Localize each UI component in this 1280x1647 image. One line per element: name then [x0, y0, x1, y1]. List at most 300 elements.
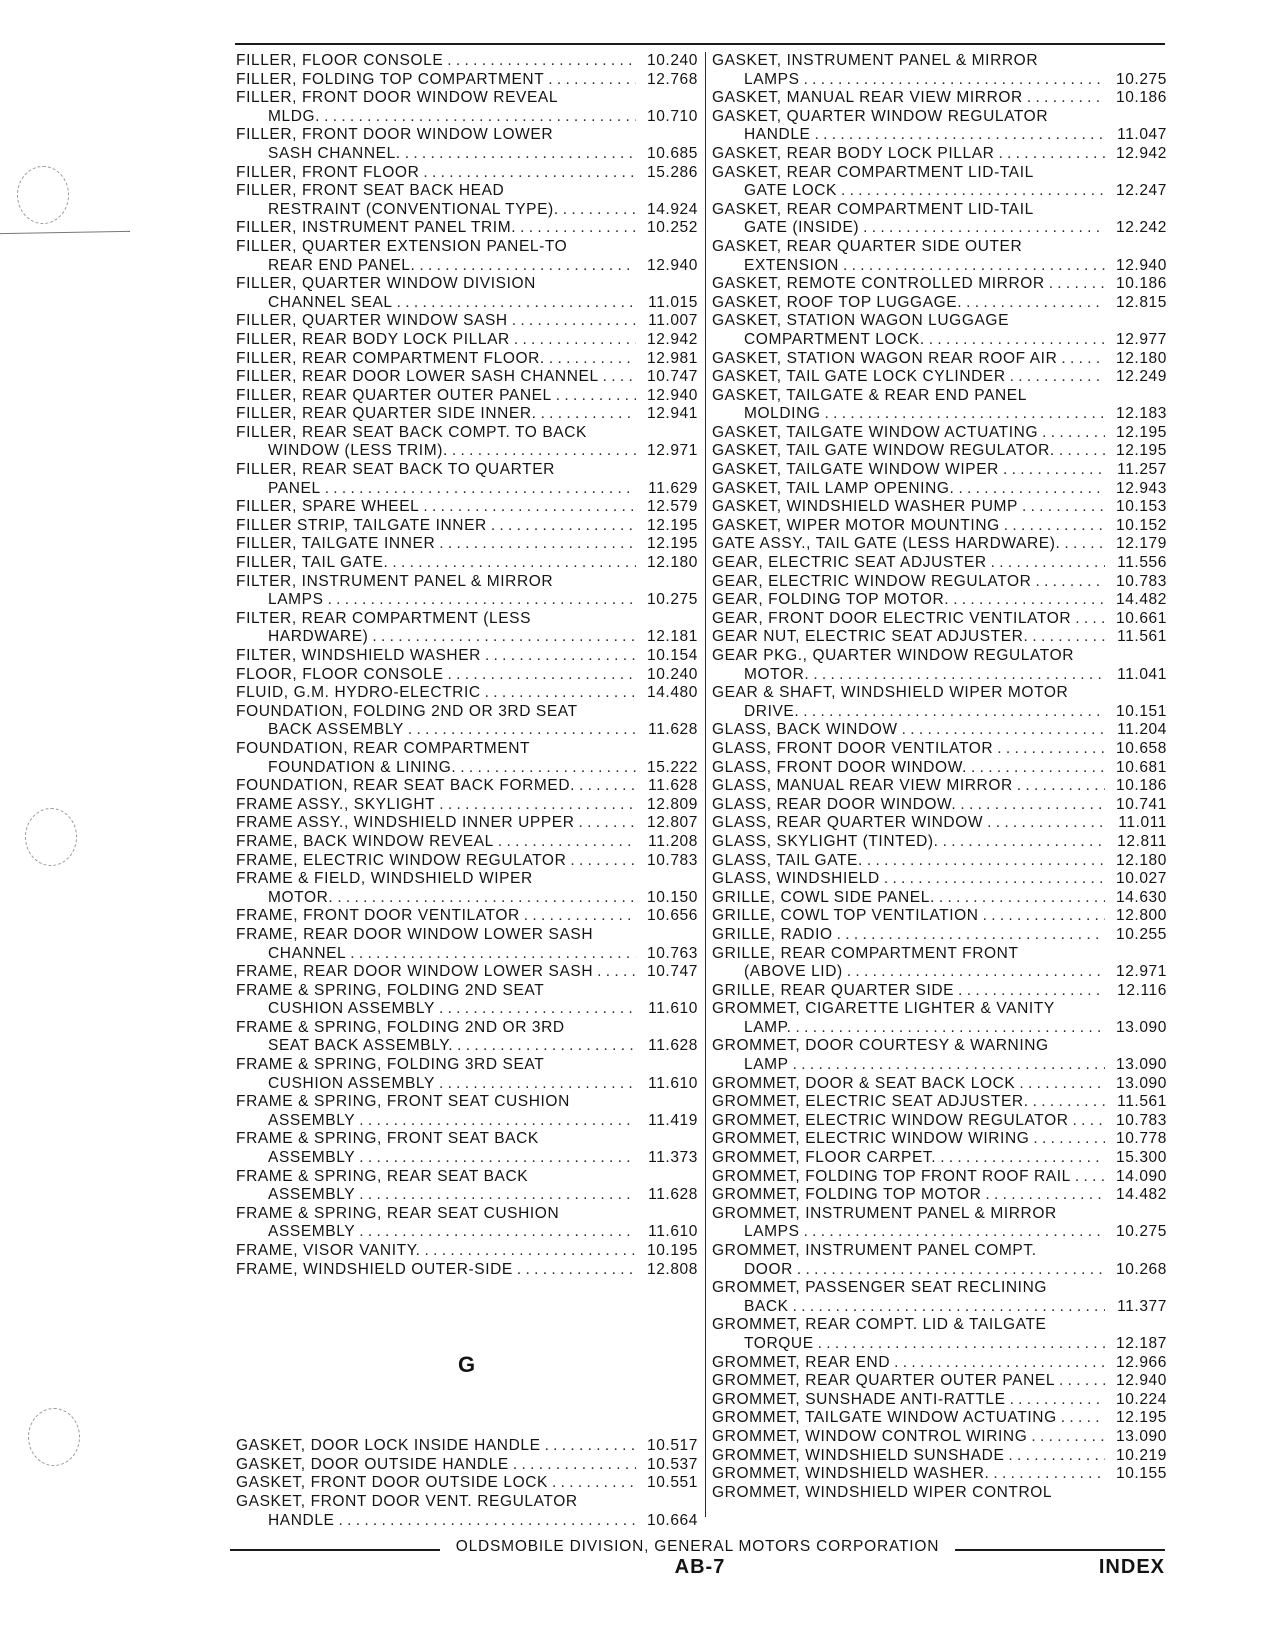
index-entry: [712, 1428, 1167, 1447]
index-entry: [712, 554, 1167, 573]
entry-page-ref: 10.537: [646, 1455, 698, 1473]
entry-page-ref: 11.610: [648, 1074, 698, 1092]
dot-leader: [810, 126, 1105, 145]
entry-text: GATE LOCK: [744, 182, 837, 200]
column-divider: [705, 52, 706, 1517]
entry-text: COMPARTMENT LOCK.: [744, 330, 925, 348]
index-entry: [236, 1093, 698, 1112]
entry-text: FOUNDATION & LINING.: [268, 758, 457, 776]
binder-hole: [25, 808, 77, 866]
entry-text: FILLER, REAR QUARTER OUTER PANEL: [236, 386, 552, 404]
entry-text: GASKET, FRONT DOOR OUTSIDE LOCK: [236, 1474, 548, 1492]
index-entry: [712, 721, 1167, 740]
entry-page-ref: 10.741: [1115, 795, 1167, 813]
index-entry: [712, 201, 1167, 220]
dot-leader: [1029, 1130, 1105, 1149]
entry-page-ref: 12.195: [1115, 1409, 1167, 1427]
entry-text: FRAME & SPRING, REAR SEAT CUSHION: [236, 1204, 560, 1222]
index-entry: [712, 945, 1167, 964]
entry-text: (ABOVE LID): [744, 963, 843, 981]
entry-page-ref: 10.710: [646, 107, 698, 125]
dot-leader: [575, 777, 636, 796]
entry-page-ref: 10.240: [646, 665, 698, 683]
dot-leader: [814, 1335, 1105, 1354]
index-entry: [712, 164, 1167, 183]
entry-page-ref: 11.610: [648, 1000, 698, 1018]
entry-list-g: [236, 1437, 698, 1530]
dot-leader: [435, 796, 636, 815]
index-entry: [236, 573, 698, 592]
index-entry: [712, 145, 1167, 164]
index-entry: [236, 963, 698, 982]
entry-text: GASKET, WINDSHIELD WASHER PUMP: [712, 498, 1018, 516]
entry-list-f: [236, 52, 698, 1279]
dot-leader: [863, 852, 1105, 871]
entry-text: FRAME, BACK WINDOW REVEAL: [236, 832, 494, 850]
dot-leader: [949, 591, 1105, 610]
entry-text: FILLER, TAILGATE INNER: [236, 535, 436, 553]
dot-leader: [566, 852, 636, 871]
dot-leader: [800, 71, 1105, 90]
index-entry: [712, 294, 1167, 313]
dot-leader: [435, 535, 636, 554]
dot-leader: [809, 666, 1105, 685]
dot-leader: [404, 721, 636, 740]
entry-page-ref: 11.208: [648, 832, 698, 850]
dot-leader: [541, 1437, 636, 1456]
entry-page-ref: 12.807: [646, 814, 698, 832]
index-entry: [236, 814, 698, 833]
section-label: INDEX: [1098, 1556, 1165, 1578]
dot-leader: [355, 1186, 636, 1205]
index-entry: [236, 52, 698, 71]
entry-text: FILLER, QUARTER WINDOW SASH: [236, 312, 508, 330]
dot-leader: [559, 201, 636, 220]
entry-page-ref: 11.629: [648, 479, 698, 497]
dot-leader: [1028, 628, 1105, 647]
entry-page-ref: 11.610: [648, 1223, 698, 1241]
index-entry: [236, 1223, 698, 1242]
dot-leader: [333, 889, 636, 908]
entry-text: LAMP.: [744, 1018, 792, 1036]
entry-text: FRAME, ELECTRIC WINDOW REGULATOR: [236, 851, 567, 869]
entry-page-ref: 12.811: [1117, 832, 1167, 850]
entry-page-ref: 11.373: [648, 1149, 698, 1167]
entry-text: GROMMET, ELECTRIC SEAT ADJUSTER.: [712, 1093, 1029, 1111]
entry-page-ref: 10.150: [646, 888, 698, 906]
dot-leader: [419, 498, 636, 517]
entry-text: FILLER, REAR SEAT BACK TO QUARTER: [236, 461, 555, 479]
entry-text: BACK: [744, 1297, 789, 1315]
dot-leader: [575, 814, 636, 833]
dot-leader: [508, 312, 636, 331]
dot-leader: [419, 164, 636, 183]
index-entry: [236, 703, 698, 722]
entry-text: FRAME, VISOR VANITY.: [236, 1242, 421, 1259]
entry-text: GASKET, QUARTER WINDOW REGULATOR: [712, 107, 1049, 125]
entry-page-ref: 13.090: [1115, 1018, 1167, 1036]
index-entry: [712, 926, 1167, 945]
entry-text: GASKET, TAIL GATE LOCK CYLINDER: [712, 368, 1006, 386]
top-rule: [235, 43, 1165, 45]
entry-page-ref: 12.181: [646, 628, 698, 646]
dot-leader: [859, 219, 1105, 238]
entry-text: PANEL: [268, 479, 321, 497]
entry-text: GASKET, REMOTE CONTROLLED MIRROR: [712, 275, 1045, 293]
index-entry: [712, 350, 1167, 369]
entry-page-ref: 14.630: [1115, 888, 1167, 906]
entry-text: HANDLE: [268, 1511, 335, 1529]
entry-page-ref: 12.180: [646, 554, 698, 572]
entry-text: GEAR, FOLDING TOP MOTOR.: [712, 591, 950, 609]
dot-leader: [456, 759, 636, 778]
entry-text: GASKET, WIPER MOTOR MOUNTING: [712, 516, 1000, 534]
index-entry: [712, 573, 1167, 592]
dot-leader: [1000, 517, 1105, 536]
index-entry: [236, 1019, 698, 1038]
entry-page-ref: 11.628: [648, 721, 698, 739]
entry-page-ref: 12.187: [1115, 1334, 1167, 1352]
dot-leader: [513, 1261, 636, 1280]
index-entry: [712, 52, 1167, 71]
index-entry: [712, 852, 1167, 871]
entry-page-ref: 11.628: [648, 1186, 698, 1204]
entry-page-ref: 12.815: [1115, 293, 1167, 311]
dot-leader: [355, 1112, 636, 1131]
index-entry: [236, 1149, 698, 1168]
footer-rule: [955, 1549, 1165, 1551]
entry-text: FRAME, WINDSHIELD OUTER-SIDE: [236, 1260, 513, 1278]
entry-page-ref: 12.940: [1115, 256, 1167, 274]
entry-text: FILLER STRIP, TAILGATE INNER: [236, 516, 487, 534]
entry-text: FRAME ASSY., WINDSHIELD INNER UPPER: [236, 814, 575, 832]
dot-leader: [979, 907, 1105, 926]
entry-text: MOTOR.: [744, 665, 810, 683]
index-entry: [712, 71, 1167, 90]
entry-text: GRILLE, REAR COMPARTMENT FRONT: [712, 944, 1019, 962]
index-entry: [236, 1000, 698, 1019]
entry-text: GEAR, FRONT DOOR ELECTRIC VENTILATOR: [712, 609, 1072, 627]
entry-text: FILLER, TAIL GATE.: [236, 554, 389, 572]
dot-leader: [843, 963, 1105, 982]
index-entry: [236, 945, 698, 964]
footer-publisher: OLDSMOBILE DIVISION, GENERAL MOTORS CORPORATION: [455, 1538, 940, 1555]
index-entry: [712, 889, 1167, 908]
index-entry: [712, 666, 1167, 685]
dot-leader: [544, 71, 636, 90]
entry-text: GASKET, TAILGATE & REAR END PANEL: [712, 386, 1027, 404]
entry-text: GASKET, STATION WAGON LUGGAGE: [712, 312, 1010, 330]
index-entry: [236, 870, 698, 889]
dot-leader: [833, 926, 1105, 945]
index-entry: [712, 535, 1167, 554]
dot-leader: [487, 517, 636, 536]
entry-page-ref: 12.195: [1115, 442, 1167, 460]
entry-text: LAMPS: [268, 591, 324, 609]
entry-text: GASKET, REAR COMPARTMENT LID-TAIL: [712, 200, 1034, 218]
index-entry: [712, 387, 1167, 406]
dot-leader: [388, 554, 636, 573]
index-entry: [712, 1447, 1167, 1466]
dot-leader: [890, 1354, 1105, 1373]
dot-leader: [1045, 275, 1105, 294]
dot-leader: [954, 982, 1105, 1001]
entry-text: FILLER, FRONT FLOOR: [236, 163, 420, 181]
dot-leader: [989, 1465, 1105, 1484]
entry-page-ref: 13.090: [1115, 1427, 1167, 1445]
dot-leader: [1018, 498, 1105, 517]
index-entry: [712, 89, 1167, 108]
entry-page-ref: 10.268: [1115, 1260, 1167, 1278]
index-entry: [712, 814, 1167, 833]
dot-leader: [494, 833, 636, 852]
index-entry: [236, 740, 698, 759]
dot-leader: [837, 182, 1105, 201]
entry-page-ref: 10.027: [1115, 870, 1167, 888]
index-entry: [712, 182, 1167, 201]
index-entry: [236, 498, 698, 517]
entry-page-ref: 12.195: [1115, 423, 1167, 441]
entry-text: FILLER, REAR SEAT BACK COMPT. TO BACK: [236, 423, 587, 441]
entry-text: GEAR, ELECTRIC SEAT ADJUSTER: [712, 554, 987, 572]
dot-leader: [1071, 1168, 1105, 1187]
dot-leader: [355, 1149, 636, 1168]
entry-text: GROMMET, TAILGATE WINDOW ACTUATING: [712, 1409, 1057, 1427]
dot-leader: [593, 963, 636, 982]
entry-text: GEAR & SHAFT, WINDSHIELD WIPER MOTOR: [712, 684, 1069, 702]
dot-leader: [510, 331, 636, 350]
index-entry: [236, 610, 698, 629]
entry-page-ref: 12.116: [1117, 981, 1167, 999]
dot-leader: [1057, 350, 1105, 369]
index-entry: [712, 1205, 1167, 1224]
entry-page-ref: 15.286: [646, 163, 698, 181]
index-entry: [712, 982, 1167, 1001]
dot-leader: [1015, 1075, 1105, 1094]
dot-leader: [793, 1261, 1105, 1280]
entry-text: ASSEMBLY: [268, 1186, 356, 1204]
index-entry: [712, 1037, 1167, 1056]
dot-leader: [481, 647, 636, 666]
entry-text: FILLER, REAR DOOR LOWER SASH CHANNEL: [236, 368, 599, 386]
entry-text: SASH CHANNEL.: [268, 144, 401, 162]
dot-leader: [880, 870, 1105, 889]
entry-page-ref: 11.628: [648, 777, 698, 795]
dot-leader: [448, 442, 636, 461]
entry-text: DRIVE.: [744, 702, 800, 720]
index-entry: [712, 907, 1167, 926]
entry-text: GASKET, REAR QUARTER SIDE OUTER: [712, 237, 1023, 255]
dot-leader: [401, 145, 636, 164]
entry-page-ref: 12.977: [1115, 330, 1167, 348]
entry-text: GEAR, ELECTRIC WINDOW REGULATOR: [712, 572, 1032, 590]
entry-text: GRILLE, COWL TOP VENTILATION: [712, 907, 979, 925]
entry-text: FRAME ASSY., SKYLIGHT: [236, 795, 436, 813]
entry-page-ref: 10.240: [646, 52, 698, 69]
entry-text: GROMMET, WINDOW CONTROL WIRING: [712, 1427, 1028, 1445]
index-entry: [236, 219, 698, 238]
index-entry: [712, 647, 1167, 666]
entry-text: MOTOR.: [268, 888, 334, 906]
index-entry: [236, 238, 698, 257]
entry-page-ref: 11.015: [648, 293, 698, 311]
index-entry: [712, 126, 1167, 145]
entry-page-ref: 11.419: [648, 1111, 698, 1129]
index-entry: [712, 1186, 1167, 1205]
index-entry: [236, 442, 698, 461]
entry-text: ASSEMBLY: [268, 1223, 356, 1241]
entry-page-ref: 13.090: [1115, 1056, 1167, 1074]
dot-leader: [1006, 1391, 1105, 1410]
index-entry: [712, 424, 1167, 443]
index-entry: [712, 368, 1167, 387]
entry-page-ref: 11.204: [1117, 721, 1167, 739]
entry-text: GLASS, REAR QUARTER WINDOW: [712, 814, 984, 832]
index-entry: [712, 1316, 1167, 1335]
index-entry: [712, 461, 1167, 480]
entry-text: GEAR PKG., QUARTER WINDOW REGULATOR: [712, 647, 1075, 664]
index-entry: [236, 257, 698, 276]
dot-leader: [1057, 1409, 1105, 1428]
entry-page-ref: 12.180: [1115, 349, 1167, 367]
index-entry: [236, 1456, 698, 1475]
entry-page-ref: 11.007: [648, 312, 698, 330]
index-entry: [712, 1093, 1167, 1112]
entry-page-ref: 10.517: [646, 1437, 698, 1455]
index-entry: [236, 368, 698, 387]
entry-page-ref: 10.219: [1115, 1446, 1167, 1464]
entry-list-g-continued: [712, 52, 1167, 1502]
index-entry: [236, 350, 698, 369]
entry-text: FLOOR, FLOOR CONSOLE: [236, 665, 444, 683]
entry-page-ref: 10.252: [646, 219, 698, 237]
index-entry: [236, 145, 698, 164]
index-entry: [712, 796, 1167, 815]
entry-text: CUSHION ASSEMBLY: [268, 1000, 435, 1018]
index-entry: [236, 591, 698, 610]
binder-hole: [28, 1408, 80, 1466]
entry-text: FILLER, REAR QUARTER SIDE INNER.: [236, 405, 537, 423]
index-entry: [236, 1493, 698, 1512]
dot-leader: [1060, 535, 1105, 554]
dot-leader: [925, 331, 1105, 350]
dot-leader: [520, 907, 636, 926]
index-entry: [712, 331, 1167, 350]
dot-leader: [435, 1000, 636, 1019]
index-entry: [236, 721, 698, 740]
index-entry: [236, 517, 698, 536]
entry-text: GLASS, TAIL GATE.: [712, 851, 863, 869]
entry-text: GASKET, REAR COMPARTMENT LID-TAIL: [712, 163, 1034, 181]
index-entry: [712, 1056, 1167, 1075]
dot-leader: [435, 1075, 636, 1094]
dot-leader: [415, 257, 636, 276]
entry-page-ref: 12.195: [646, 535, 698, 553]
entry-page-ref: 10.656: [646, 907, 698, 925]
entry-text: GASKET, INSTRUMENT PANEL & MIRROR: [712, 52, 1039, 69]
entry-page-ref: 10.152: [1115, 516, 1167, 534]
entry-text: GROMMET, INSTRUMENT PANEL & MIRROR: [712, 1204, 1057, 1222]
index-entry: [236, 461, 698, 480]
entry-page-ref: 12.179: [1115, 535, 1167, 553]
dot-leader: [935, 889, 1105, 908]
entry-text: GASKET, TAIL GATE WINDOW REGULATOR.: [712, 442, 1055, 460]
entry-text: FRAME & SPRING, FRONT SEAT CUSHION: [236, 1093, 570, 1111]
entry-text: GLASS, FRONT DOOR WINDOW.: [712, 758, 967, 776]
entry-page-ref: 12.195: [646, 516, 698, 534]
index-entry: [236, 833, 698, 852]
entry-page-ref: 10.763: [646, 944, 698, 962]
index-entry: [712, 759, 1167, 778]
entry-page-ref: 10.747: [646, 368, 698, 386]
entry-page-ref: 12.940: [1115, 1372, 1167, 1390]
dot-leader: [324, 591, 636, 610]
entry-text: GLASS, REAR DOOR WINDOW.: [712, 795, 957, 813]
index-entry: [712, 833, 1167, 852]
entry-page-ref: 11.561: [1117, 628, 1167, 646]
entry-page-ref: 10.186: [1115, 89, 1167, 107]
entry-text: GASKET, STATION WAGON REAR ROOF AIR: [712, 349, 1058, 367]
index-entry: [236, 1242, 698, 1261]
index-entry: [236, 926, 698, 945]
entry-page-ref: 12.247: [1115, 182, 1167, 200]
index-entry: [712, 1465, 1167, 1484]
entry-page-ref: 12.942: [1115, 144, 1167, 162]
index-entry: [712, 1223, 1167, 1242]
index-entry: [712, 238, 1167, 257]
dot-leader: [393, 294, 636, 313]
index-entry: [236, 1130, 698, 1149]
entry-page-ref: 11.561: [1117, 1093, 1167, 1111]
entry-text: FILLER, REAR COMPARTMENT FLOOR.: [236, 349, 545, 367]
dot-leader: [368, 628, 636, 647]
entry-text: MOLDING: [744, 405, 821, 423]
dot-leader: [1029, 1093, 1105, 1112]
entry-text: WINDOW (LESS TRIM).: [268, 442, 448, 460]
entry-text: REAR END PANEL.: [268, 256, 416, 274]
entry-page-ref: 10.224: [1115, 1390, 1167, 1408]
index-entry: [712, 1130, 1167, 1149]
entry-text: FRAME, REAR DOOR WINDOW LOWER SASH: [236, 963, 594, 981]
entry-text: FILLER, FRONT SEAT BACK HEAD: [236, 182, 505, 200]
entry-text: GASKET, DOOR OUTSIDE HANDLE: [236, 1455, 509, 1473]
entry-page-ref: 12.249: [1115, 368, 1167, 386]
dot-leader: [962, 294, 1105, 313]
dot-leader: [821, 405, 1105, 424]
entry-text: GROMMET, CIGARETTE LIGHTER & VANITY: [712, 1000, 1055, 1018]
dot-leader: [444, 666, 636, 685]
entry-text: GRILLE, COWL SIDE PANEL.: [712, 888, 935, 906]
entry-text: GROMMET, FOLDING TOP FRONT ROOF RAIL: [712, 1167, 1071, 1185]
entry-text: FILTER, WINDSHIELD WASHER: [236, 647, 481, 664]
entry-text: LAMPS: [744, 1223, 800, 1241]
dot-leader: [1055, 1372, 1105, 1391]
dot-leader: [599, 368, 636, 387]
dot-leader: [1004, 1447, 1105, 1466]
index-entry: [712, 1261, 1167, 1280]
index-entry: [712, 1391, 1167, 1410]
dot-leader: [954, 480, 1105, 499]
margin-mark: [0, 231, 130, 234]
index-entry: [712, 1112, 1167, 1131]
index-entry: [236, 201, 698, 220]
entry-page-ref: 14.482: [1115, 591, 1167, 609]
dot-leader: [799, 703, 1105, 722]
index-entry: [712, 1168, 1167, 1187]
index-entry: [712, 1019, 1167, 1038]
index-entry: [712, 480, 1167, 499]
entry-text: FILLER, FRONT DOOR WINDOW LOWER: [236, 126, 554, 144]
